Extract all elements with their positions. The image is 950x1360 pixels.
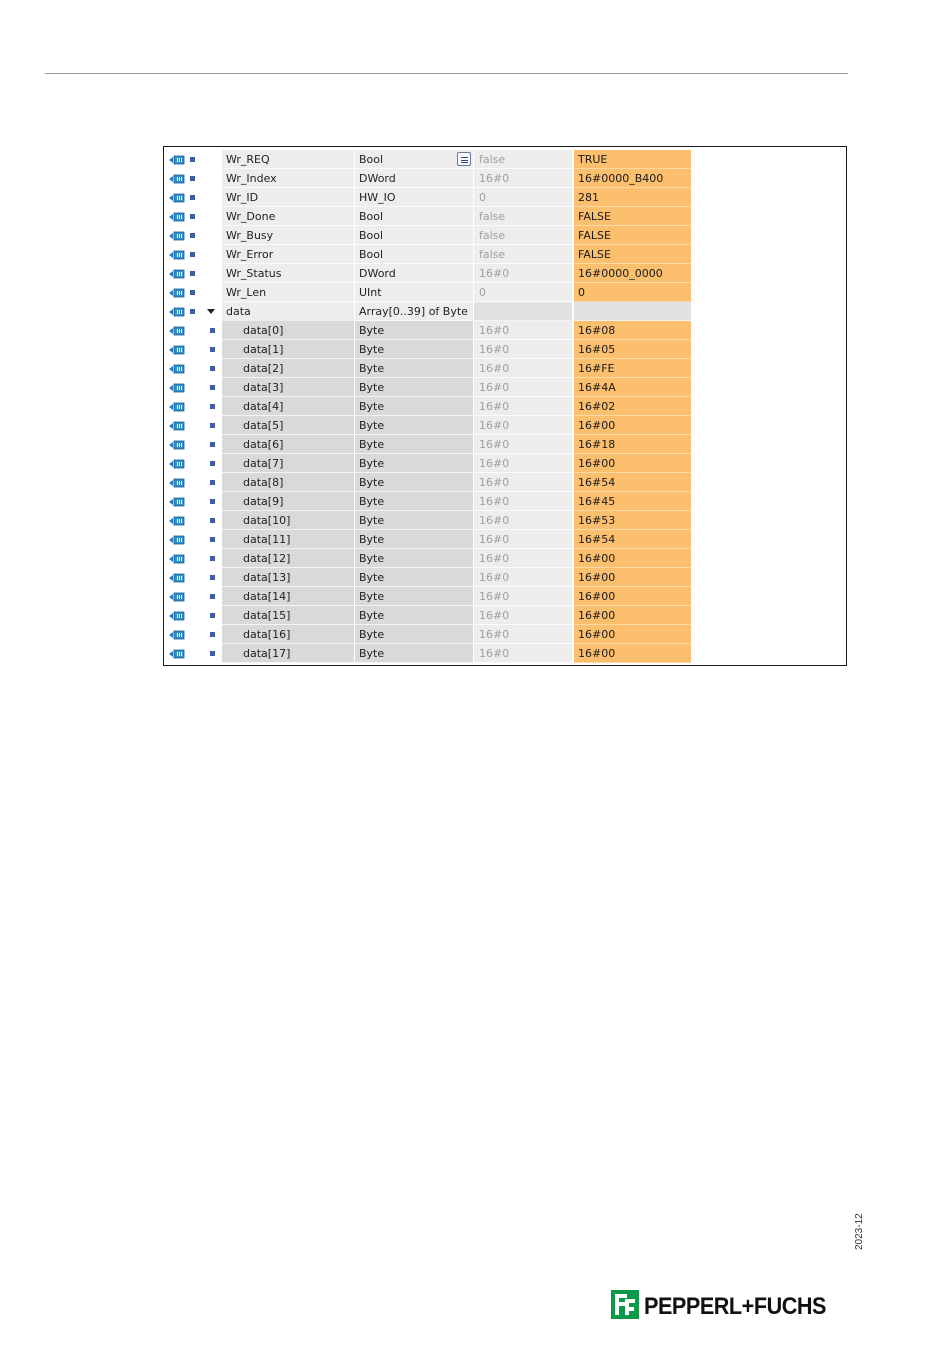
bullet-cell [186,378,204,397]
expand-cell [204,359,220,378]
in-out-parameter-icon [169,364,185,374]
bullet-cell [186,150,204,169]
monitor-value[interactable]: 16#54 [574,473,691,492]
default-value: 16#0 [474,473,572,492]
default-value: 0 [474,283,572,302]
monitor-value[interactable]: FALSE [574,207,691,226]
bullet-cell [186,359,204,378]
data-type: Bool [355,245,473,264]
expand-cell [204,416,220,435]
square-bullet-icon [190,290,195,295]
parameter-row [164,226,694,245]
default-value: 16#0 [474,169,572,188]
parameter-name: Wr_ID [222,188,354,207]
bullet-cell [186,226,204,245]
square-bullet-icon [210,347,215,352]
brand-name: PEPPERL+FUCHS [644,1293,826,1320]
data-type: DWord [355,264,473,283]
in-out-parameter-icon [169,573,185,583]
parameter-name: data[7] [222,454,354,473]
square-bullet-icon [210,461,215,466]
expand-cell[interactable] [204,302,220,321]
parameter-name: data[14] [222,587,354,606]
array-element-row [164,359,694,378]
expand-cell [204,454,220,473]
bullet-cell [186,321,204,340]
in-out-parameter-icon [169,193,185,203]
io-cell [166,625,186,644]
default-value: false [474,245,572,264]
array-parameter-row [164,302,694,321]
square-bullet-icon [210,442,215,447]
bullet-cell [186,473,204,492]
default-value: 16#0 [474,511,572,530]
data-type: Bool [355,150,473,169]
monitor-value[interactable]: 16#00 [574,644,691,663]
pepperl-fuchs-logo-icon [611,1290,639,1319]
io-cell [166,644,186,663]
data-type: HW_IO [355,188,473,207]
data-type: Byte [355,606,473,625]
array-element-row [164,606,694,625]
default-value: 16#0 [474,378,572,397]
expand-cell [204,435,220,454]
square-bullet-icon [190,252,195,257]
in-out-parameter-icon [169,307,185,317]
io-cell [166,245,186,264]
io-cell [166,378,186,397]
array-element-row [164,644,694,663]
parameter-name: data[13] [222,568,354,587]
default-value: false [474,207,572,226]
expand-cell [204,473,220,492]
expand-cell [204,188,220,207]
data-type: Byte [355,492,473,511]
bullet-cell [186,625,204,644]
square-bullet-icon [210,385,215,390]
default-value [474,302,572,321]
parameter-name: Wr_REQ [222,150,354,169]
expand-cell [204,549,220,568]
array-element-row [164,530,694,549]
square-bullet-icon [210,632,215,637]
monitor-value[interactable] [574,302,691,321]
bullet-cell [186,644,204,663]
monitor-value[interactable]: 16#00 [574,625,691,644]
expand-cell [204,511,220,530]
default-value: 16#0 [474,644,572,663]
interface-table [164,150,694,663]
monitor-value[interactable]: 281 [574,188,691,207]
data-type: Bool [355,226,473,245]
array-element-row [164,416,694,435]
parameter-name: data[1] [222,340,354,359]
parameter-name: Wr_Index [222,169,354,188]
io-cell [166,150,186,169]
array-element-row [164,378,694,397]
bullet-cell [186,454,204,473]
square-bullet-icon [210,480,215,485]
io-cell [166,549,186,568]
default-value: 16#0 [474,530,572,549]
header-rule [45,73,848,74]
monitor-value[interactable]: FALSE [574,245,691,264]
expand-cell [204,530,220,549]
io-cell [166,511,186,530]
square-bullet-icon [190,309,195,314]
expand-cell [204,245,220,264]
bullet-cell [186,283,204,302]
in-out-parameter-icon [169,611,185,621]
expand-cell [204,644,220,663]
expand-cell [204,340,220,359]
triangle-down-icon[interactable] [207,309,215,314]
square-bullet-icon [210,537,215,542]
default-value: 16#0 [474,606,572,625]
square-bullet-icon [210,518,215,523]
in-out-parameter-icon [169,326,185,336]
parameter-name: data[15] [222,606,354,625]
expand-cell [204,492,220,511]
monitor-value[interactable]: 16#00 [574,549,691,568]
square-bullet-icon [190,157,195,162]
io-cell [166,169,186,188]
square-bullet-icon [210,594,215,599]
monitor-value[interactable]: 16#4A [574,378,691,397]
data-type: Byte [355,454,473,473]
expand-cell [204,378,220,397]
default-value: 16#0 [474,264,572,283]
monitor-value[interactable]: 16#00 [574,416,691,435]
data-type: Byte [355,340,473,359]
parameter-row [164,207,694,226]
in-out-parameter-icon [169,649,185,659]
array-element-row [164,492,694,511]
in-out-parameter-icon [169,231,185,241]
bullet-cell [186,549,204,568]
parameter-name: Wr_Busy [222,226,354,245]
parameter-row [164,150,694,169]
in-out-parameter-icon [169,459,185,469]
io-cell [166,321,186,340]
data-type: Byte [355,321,473,340]
expand-cell [204,283,220,302]
parameter-row [164,169,694,188]
parameter-name: Wr_Status [222,264,354,283]
monitor-value[interactable]: 16#54 [574,530,691,549]
default-value: 16#0 [474,568,572,587]
monitor-value[interactable]: 16#53 [574,511,691,530]
data-type: Byte [355,359,473,378]
square-bullet-icon [190,271,195,276]
bullet-cell [186,245,204,264]
monitor-value[interactable]: 16#0000_0000 [574,264,691,283]
in-out-parameter-icon [169,592,185,602]
data-type: Byte [355,568,473,587]
expand-cell [204,150,220,169]
square-bullet-icon [210,575,215,580]
array-element-row [164,435,694,454]
data-type: Byte [355,435,473,454]
expand-cell [204,606,220,625]
in-out-parameter-icon [169,630,185,640]
default-value: 0 [474,188,572,207]
bullet-cell [186,397,204,416]
bullet-cell [186,188,204,207]
default-value: 16#0 [474,397,572,416]
parameter-name: data[5] [222,416,354,435]
bullet-cell [186,302,204,321]
io-cell [166,454,186,473]
in-out-parameter-icon [169,402,185,412]
parameter-name: data[11] [222,530,354,549]
io-cell [166,435,186,454]
parameter-name: data[9] [222,492,354,511]
parameter-name: data[17] [222,644,354,663]
io-cell [166,397,186,416]
io-cell [166,530,186,549]
document-date: 2023-12 [854,1213,865,1250]
io-cell [166,188,186,207]
parameter-name: data[8] [222,473,354,492]
parameter-row [164,188,694,207]
bullet-cell [186,492,204,511]
monitor-value[interactable]: 16#FE [574,359,691,378]
in-out-parameter-icon [169,535,185,545]
data-type: DWord [355,169,473,188]
in-out-parameter-icon [169,440,185,450]
square-bullet-icon [210,404,215,409]
in-out-parameter-icon [169,250,185,260]
bullet-cell [186,435,204,454]
parameter-name: data[4] [222,397,354,416]
square-bullet-icon [190,233,195,238]
in-out-parameter-icon [169,155,185,165]
data-type: Byte [355,473,473,492]
list-picker-icon[interactable] [457,152,471,166]
monitor-value[interactable]: 16#45 [574,492,691,511]
in-out-parameter-icon [169,288,185,298]
parameter-row [164,283,694,302]
in-out-parameter-icon [169,345,185,355]
parameter-row [164,245,694,264]
square-bullet-icon [210,651,215,656]
parameter-name: Wr_Done [222,207,354,226]
monitor-value[interactable]: 16#08 [574,321,691,340]
expand-cell [204,625,220,644]
data-type: Byte [355,587,473,606]
array-element-row [164,454,694,473]
expand-cell [204,397,220,416]
io-cell [166,473,186,492]
data-type: Array[0..39] of Byte [355,302,473,321]
io-cell [166,283,186,302]
data-type: Byte [355,549,473,568]
data-type: UInt [355,283,473,302]
io-cell [166,302,186,321]
bullet-cell [186,169,204,188]
bullet-cell [186,587,204,606]
in-out-parameter-icon [169,383,185,393]
square-bullet-icon [190,176,195,181]
parameter-name: data[0] [222,321,354,340]
array-element-row [164,549,694,568]
default-value: 16#0 [474,359,572,378]
io-cell [166,226,186,245]
square-bullet-icon [210,366,215,371]
square-bullet-icon [210,423,215,428]
array-element-row [164,511,694,530]
bullet-cell [186,416,204,435]
default-value: 16#0 [474,416,572,435]
bullet-cell [186,264,204,283]
data-type: Byte [355,625,473,644]
io-cell [166,264,186,283]
default-value: 16#0 [474,340,572,359]
bullet-cell [186,568,204,587]
default-value: 16#0 [474,625,572,644]
monitor-value[interactable]: TRUE [574,150,691,169]
monitor-value[interactable]: 16#0000_B400 [574,169,691,188]
parameter-name: data[10] [222,511,354,530]
parameter-name: data[16] [222,625,354,644]
in-out-parameter-icon [169,516,185,526]
bullet-cell [186,340,204,359]
monitor-value[interactable]: 16#00 [574,587,691,606]
data-type: Byte [355,378,473,397]
square-bullet-icon [210,556,215,561]
in-out-parameter-icon [169,174,185,184]
data-type: Byte [355,530,473,549]
default-value: 16#0 [474,454,572,473]
default-value: 16#0 [474,321,572,340]
io-cell [166,416,186,435]
expand-cell [204,264,220,283]
array-element-row [164,340,694,359]
parameter-name: data[3] [222,378,354,397]
square-bullet-icon [190,195,195,200]
parameter-name: data[6] [222,435,354,454]
array-element-row [164,397,694,416]
monitor-value[interactable]: 16#00 [574,606,691,625]
in-out-parameter-icon [169,212,185,222]
monitor-value[interactable]: 16#00 [574,454,691,473]
expand-cell [204,226,220,245]
io-cell [166,492,186,511]
parameter-name: data [222,302,354,321]
monitor-value[interactable]: 16#00 [574,568,691,587]
bullet-cell [186,530,204,549]
data-type: Byte [355,511,473,530]
monitor-value[interactable]: 16#05 [574,340,691,359]
data-type: Byte [355,416,473,435]
in-out-parameter-icon [169,478,185,488]
default-value: 16#0 [474,435,572,454]
parameter-name: data[12] [222,549,354,568]
array-element-row [164,568,694,587]
in-out-parameter-icon [169,497,185,507]
data-type: Byte [355,397,473,416]
io-cell [166,340,186,359]
square-bullet-icon [210,613,215,618]
plc-interface-screenshot [163,146,847,666]
expand-cell [204,587,220,606]
parameter-name: data[2] [222,359,354,378]
monitor-value[interactable]: 0 [574,283,691,302]
parameter-name: Wr_Len [222,283,354,302]
default-value: false [474,226,572,245]
io-cell [166,359,186,378]
square-bullet-icon [190,214,195,219]
parameter-row [164,264,694,283]
in-out-parameter-icon [169,421,185,431]
expand-cell [204,169,220,188]
default-value: false [474,150,572,169]
expand-cell [204,207,220,226]
default-value: 16#0 [474,492,572,511]
bullet-cell [186,606,204,625]
bullet-cell [186,207,204,226]
io-cell [166,207,186,226]
monitor-value[interactable]: 16#02 [574,397,691,416]
default-value: 16#0 [474,587,572,606]
array-element-row [164,587,694,606]
monitor-value[interactable]: FALSE [574,226,691,245]
io-cell [166,568,186,587]
square-bullet-icon [210,499,215,504]
default-value: 16#0 [474,549,572,568]
data-type: Bool [355,207,473,226]
io-cell [166,606,186,625]
expand-cell [204,321,220,340]
array-element-row [164,321,694,340]
in-out-parameter-icon [169,269,185,279]
bullet-cell [186,511,204,530]
array-element-row [164,625,694,644]
monitor-value[interactable]: 16#18 [574,435,691,454]
parameter-name: Wr_Error [222,245,354,264]
array-element-row [164,473,694,492]
io-cell [166,587,186,606]
square-bullet-icon [210,328,215,333]
in-out-parameter-icon [169,554,185,564]
expand-cell [204,568,220,587]
data-type: Byte [355,644,473,663]
